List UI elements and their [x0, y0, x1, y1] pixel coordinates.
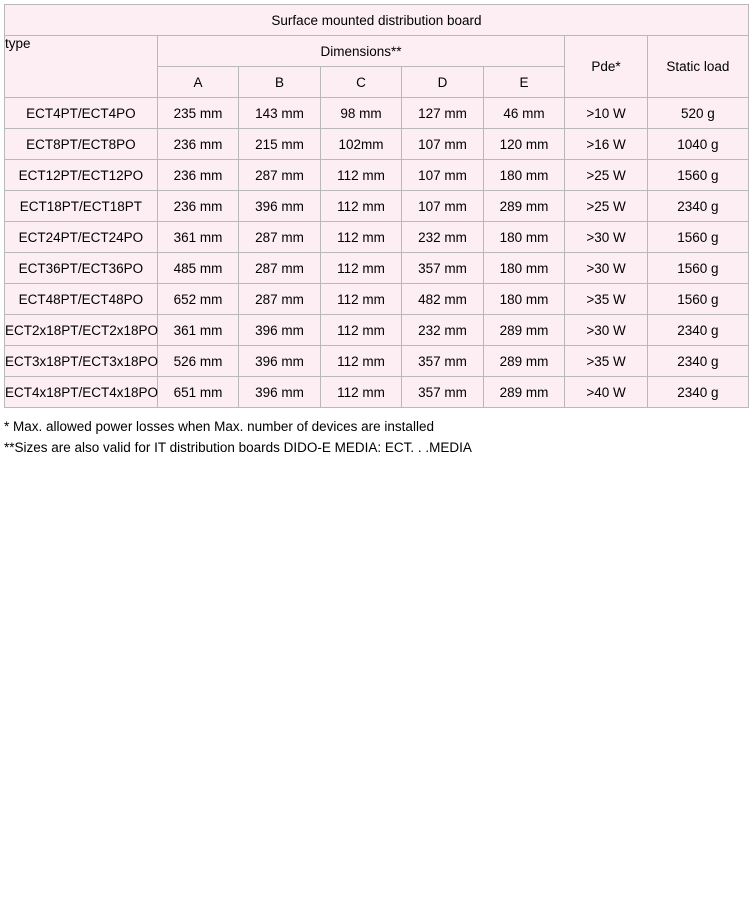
- cell-b: 287 mm: [239, 160, 321, 191]
- footnote-sizes: **Sizes are also valid for IT distribution boards DIDO-E MEDIA: ECT. . .MEDIA: [4, 439, 472, 455]
- technical-drawing: [0, 465, 753, 905]
- cell-d: 232 mm: [402, 222, 484, 253]
- cell-a: 652 mm: [157, 284, 239, 315]
- cell-pde: >25 W: [565, 191, 648, 222]
- cell-c: 112 mm: [320, 253, 402, 284]
- cell-a: 361 mm: [157, 315, 239, 346]
- cell-e: 289 mm: [483, 191, 565, 222]
- cell-d: 107 mm: [402, 191, 484, 222]
- column-header-a: A: [157, 67, 239, 98]
- cell-type: ECT3x18PT/ECT3x18PO: [5, 346, 158, 377]
- cell-b: 396 mm: [239, 315, 321, 346]
- specification-table: [4, 4, 749, 408]
- drawing-svg: [0, 465, 753, 905]
- cell-type: ECT36PT/ECT36PO: [5, 253, 158, 284]
- cell-b: 215 mm: [239, 129, 321, 160]
- column-header-c: C: [320, 67, 402, 98]
- cell-c: 112 mm: [320, 315, 402, 346]
- cell-b: 287 mm: [239, 222, 321, 253]
- cell-load: 1560 g: [647, 253, 748, 284]
- column-header-b: B: [239, 67, 321, 98]
- column-header-dimensions: Dimensions**: [157, 36, 565, 67]
- cell-type: ECT8PT/ECT8PO: [5, 129, 158, 160]
- cell-b: 396 mm: [239, 346, 321, 377]
- cell-c: 98 mm: [320, 98, 402, 129]
- cell-pde: >30 W: [565, 253, 648, 284]
- cell-pde: >30 W: [565, 315, 648, 346]
- cell-load: 520 g: [647, 98, 748, 129]
- cell-type: ECT4x18PT/ECT4x18PO: [5, 377, 158, 408]
- table-row: [5, 222, 749, 253]
- cell-d: 127 mm: [402, 98, 484, 129]
- cell-a: 235 mm: [157, 98, 239, 129]
- cell-c: 112 mm: [320, 377, 402, 408]
- column-header-static-load: Static load: [647, 36, 748, 98]
- table-title-row: [5, 5, 749, 36]
- footnote-power-losses: * Max. allowed power losses when Max. number of devices are installed: [4, 419, 434, 434]
- cell-a: 236 mm: [157, 160, 239, 191]
- cell-c: 112 mm: [320, 160, 402, 191]
- page: [0, 4, 753, 905]
- cell-d: 357 mm: [402, 253, 484, 284]
- column-header-e: E: [483, 67, 565, 98]
- cell-load: 2340 g: [647, 377, 748, 408]
- cell-e: 289 mm: [483, 315, 565, 346]
- cell-d: 357 mm: [402, 346, 484, 377]
- cell-load: 2340 g: [647, 315, 748, 346]
- cell-c: 112 mm: [320, 191, 402, 222]
- table-row: [5, 346, 749, 377]
- cell-d: 107 mm: [402, 129, 484, 160]
- cell-c: 102mm: [320, 129, 402, 160]
- cell-c: 112 mm: [320, 222, 402, 253]
- cell-e: 289 mm: [483, 377, 565, 408]
- table-row: [5, 377, 749, 408]
- cell-b: 287 mm: [239, 253, 321, 284]
- cell-d: 107 mm: [402, 160, 484, 191]
- cell-b: 287 mm: [239, 284, 321, 315]
- cell-b: 396 mm: [239, 191, 321, 222]
- cell-load: 1560 g: [647, 284, 748, 315]
- cell-b: 396 mm: [239, 377, 321, 408]
- cell-a: 526 mm: [157, 346, 239, 377]
- cell-type: ECT4PT/ECT4PO: [5, 98, 158, 129]
- cell-type: ECT18PT/ECT18PT: [5, 191, 158, 222]
- cell-b: 143 mm: [239, 98, 321, 129]
- page-title: Surface mounted distribution board: [5, 5, 749, 36]
- cell-load: 2340 g: [647, 191, 748, 222]
- table-row: [5, 315, 749, 346]
- cell-type: ECT12PT/ECT12PO: [5, 160, 158, 191]
- cell-e: 180 mm: [483, 222, 565, 253]
- table-row: [5, 284, 749, 315]
- cell-type: ECT24PT/ECT24PO: [5, 222, 158, 253]
- cell-c: 112 mm: [320, 346, 402, 377]
- cell-e: 289 mm: [483, 346, 565, 377]
- footnotes: [4, 417, 753, 459]
- table-row: [5, 191, 749, 222]
- cell-load: 1560 g: [647, 222, 748, 253]
- cell-pde: >40 W: [565, 377, 648, 408]
- cell-pde: >35 W: [565, 346, 648, 377]
- cell-d: 232 mm: [402, 315, 484, 346]
- cell-a: 485 mm: [157, 253, 239, 284]
- table-row: [5, 98, 749, 129]
- cell-pde: >10 W: [565, 98, 648, 129]
- cell-load: 2340 g: [647, 346, 748, 377]
- cell-pde: >30 W: [565, 222, 648, 253]
- cell-d: 357 mm: [402, 377, 484, 408]
- cell-a: 236 mm: [157, 191, 239, 222]
- cell-load: 1560 g: [647, 160, 748, 191]
- cell-d: 482 mm: [402, 284, 484, 315]
- cell-pde: >16 W: [565, 129, 648, 160]
- cell-pde: >35 W: [565, 284, 648, 315]
- cell-e: 180 mm: [483, 253, 565, 284]
- table-row: [5, 160, 749, 191]
- column-header-type: type: [5, 36, 158, 98]
- cell-a: 651 mm: [157, 377, 239, 408]
- table-row: [5, 129, 749, 160]
- column-header-d: D: [402, 67, 484, 98]
- cell-pde: >25 W: [565, 160, 648, 191]
- cell-a: 361 mm: [157, 222, 239, 253]
- column-header-pde: Pde*: [565, 36, 648, 98]
- cell-a: 236 mm: [157, 129, 239, 160]
- cell-e: 46 mm: [483, 98, 565, 129]
- cell-type: ECT48PT/ECT48PO: [5, 284, 158, 315]
- cell-c: 112 mm: [320, 284, 402, 315]
- table-header-row-1: [5, 36, 749, 67]
- table-row: [5, 253, 749, 284]
- cell-e: 180 mm: [483, 284, 565, 315]
- cell-e: 180 mm: [483, 160, 565, 191]
- cell-type: ECT2x18PT/ECT2x18PO: [5, 315, 158, 346]
- cell-load: 1040 g: [647, 129, 748, 160]
- cell-e: 120 mm: [483, 129, 565, 160]
